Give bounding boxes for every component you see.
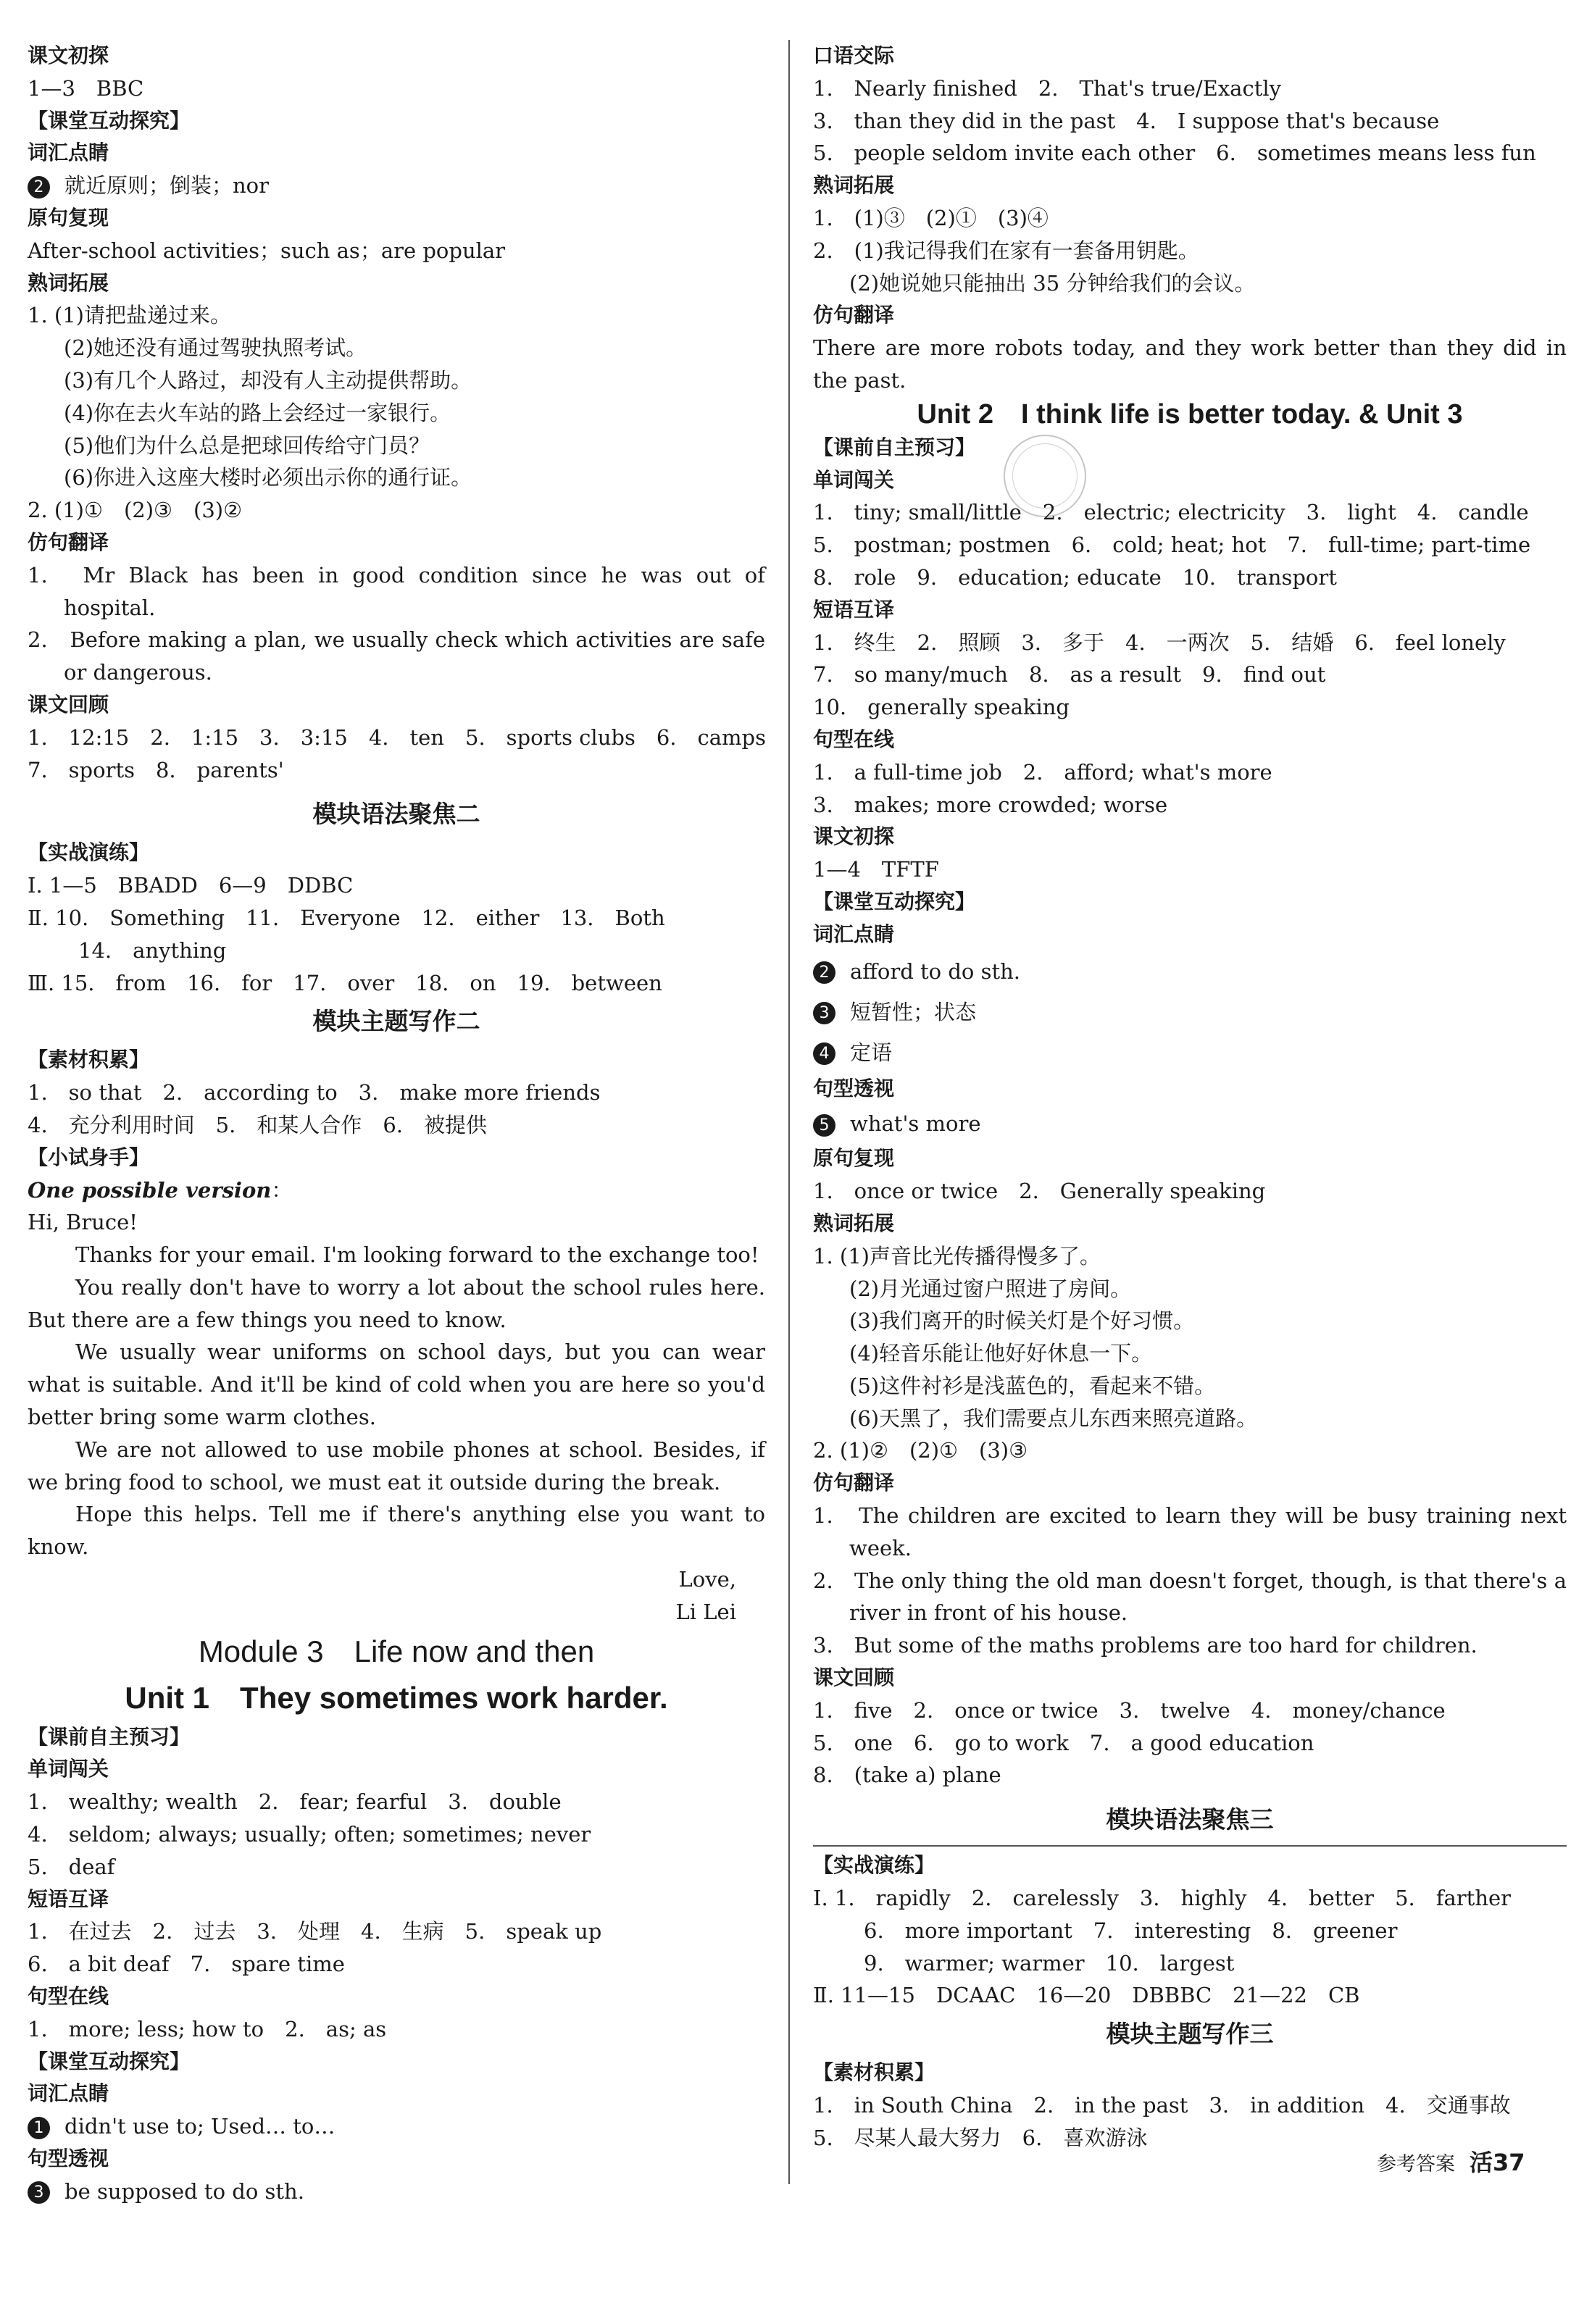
circled-number: 4 xyxy=(813,1042,835,1065)
answer-line: (4)你在去火车站的路上会经过一家银行。 xyxy=(64,400,451,425)
section-heading: 短语互译 xyxy=(813,597,895,622)
section-heading: 单词闯关 xyxy=(813,467,895,492)
answer-line: After-school activities；such as；are popular xyxy=(28,238,506,263)
letter-paragraph: We usually wear uniforms on school days, but you can wear what is suitable. And it'll be kind of cold when you are here so you'd better bring some warm clothes. xyxy=(28,1339,765,1430)
letter-paragraph: You really don't have to worry a lot about the school rules here. But there are a few things you need to know. xyxy=(28,1274,765,1332)
section-heading: 句型在线 xyxy=(28,1984,109,2009)
answer-line: 7. so many/much 8. as a result 9. find out xyxy=(813,662,1326,687)
version-colon: ： xyxy=(271,1177,293,1203)
answer-line: 1—3 BBC xyxy=(28,75,144,101)
section-heading: 【课堂互动探究】 xyxy=(813,889,976,914)
answer-line: 8. (take a) plane xyxy=(813,1763,1001,1788)
circled-number: 3 xyxy=(28,2181,50,2204)
answer-line xyxy=(28,170,765,202)
footer-label: 参考答案 xyxy=(1377,2153,1455,2175)
section-title: 模块语法聚焦三 xyxy=(1106,1805,1274,1834)
answer-line xyxy=(813,951,1567,992)
section-heading: 词汇点睛 xyxy=(28,2081,109,2106)
section-heading: 句型在线 xyxy=(813,727,895,751)
section-heading: 【素材积累】 xyxy=(813,2060,935,2085)
answer-line: 7. sports 8. parents' xyxy=(28,757,284,782)
version-title: One possible version xyxy=(28,1177,272,1203)
answer-line: (2)她还没有通过驾驶执照考试。 xyxy=(64,335,367,361)
answer-line: Ⅱ. 10. Something 11. Everyone 12. either 13. Both xyxy=(28,905,665,930)
answer-line: 5. deaf xyxy=(28,1854,115,1879)
answer-line: 3. But some of the maths problems are too hard for children. xyxy=(813,1633,1478,1658)
section-heading: 【素材积累】 xyxy=(28,1048,150,1072)
answer-line xyxy=(813,992,1567,1032)
section-rule xyxy=(813,1845,1567,1847)
answer-line: (6)天黑了，我们需要点儿东西来照亮道路。 xyxy=(849,1405,1258,1431)
section-heading: 单词闯关 xyxy=(28,1757,109,1781)
column-divider xyxy=(788,40,790,2184)
page-footer xyxy=(1377,2144,1525,2178)
answer-line: 1. five 2. once or twice 3. twelve 4. money/chance xyxy=(813,1697,1446,1723)
answer-line: 1. tiny; small/little 2. electric; electricity 3. light 4. candle xyxy=(813,500,1529,525)
section-heading: 短语互译 xyxy=(28,1886,109,1911)
answer-line: 8. role 9. education; educate 10. transport xyxy=(813,564,1337,590)
section-heading: 原句复现 xyxy=(813,1146,895,1171)
section-heading: 熟词拓展 xyxy=(813,1211,895,1235)
answer-line: (3)有几个人路过，却没有人主动提供帮助。 xyxy=(64,367,472,393)
section-heading: 词汇点睛 xyxy=(28,141,109,165)
section-heading: 原句复现 xyxy=(28,205,109,230)
answer-line: Ⅲ. 15. from 16. for 17. over 18. on 19. between xyxy=(28,970,662,995)
letter-paragraph: We are not allowed to use mobile phones at school. Besides, if we bring food to school, we must eat it outside during the break. xyxy=(28,1437,765,1495)
answer-line: 5. 尽某人最大努力 6. 喜欢游泳 xyxy=(813,2125,1148,2150)
answer-text: 短暂性；状态 xyxy=(850,999,977,1024)
section-heading: 【课堂互动探究】 xyxy=(28,108,191,133)
answer-text: what's more xyxy=(850,1111,981,1137)
section-heading: 熟词拓展 xyxy=(28,270,109,295)
answer-line: (3)我们离开的时候关灯是个好习惯。 xyxy=(849,1308,1195,1334)
answer-line: 4. seldom; always; usually; often; sometimes; never xyxy=(28,1822,591,1847)
answer-line: 1. a full-time job 2. afford; what's more xyxy=(813,759,1272,785)
circled-number: 2 xyxy=(28,176,50,198)
answer-line: (6)你进入这座大楼时必须出示你的通行证。 xyxy=(64,465,472,490)
answer-line: Ⅱ. 11—15 DCAAC 16—20 DBBBC 21—22 CB xyxy=(813,1983,1360,2008)
answer-line: 10. generally speaking xyxy=(813,695,1070,720)
answer-line: (2)她说她只能抽出 35 分钟给我们的会议。 xyxy=(849,270,1256,296)
letter-greeting: Hi, Bruce! xyxy=(28,1210,138,1235)
answer-line: 5. one 6. go to work 7. a good education xyxy=(813,1730,1314,1755)
page-number: 活37 xyxy=(1470,2149,1525,2176)
section-title: 模块主题写作二 xyxy=(312,1007,480,1036)
unit-title: Unit 2 I think life is better today. & Unit 3 xyxy=(917,398,1463,430)
section-heading: 句型透视 xyxy=(28,2147,109,2171)
answer-line: 5. people seldom invite each other 6. sometimes means less fun xyxy=(813,141,1536,166)
answer-line: 2. (1)② (2)① (3)③ xyxy=(813,1438,1028,1463)
unit-title: Unit 1 They sometimes work harder. xyxy=(125,1680,668,1715)
answer-line: 3. makes; more crowded; worse xyxy=(813,792,1168,817)
answer-line: Ⅰ. 1—5 BBADD 6—9 DDBC xyxy=(28,873,354,898)
answer-line: 1. Mr Black has been in good condition since he was out of hospital. xyxy=(28,562,765,620)
answer-line: 1. (1)声音比光传播得慢多了。 xyxy=(813,1243,1101,1268)
section-heading: 【课前自主预习】 xyxy=(813,435,976,459)
section-heading: 仿句翻译 xyxy=(28,530,109,554)
section-heading: 仿句翻译 xyxy=(813,1471,895,1495)
section-title: 模块语法聚焦二 xyxy=(312,800,480,829)
answer-line: 2. (1)我记得我们在家有一套备用钥匙。 xyxy=(813,238,1199,263)
circled-number: 1 xyxy=(28,2117,50,2139)
section-heading: 课文初探 xyxy=(28,43,109,67)
answer-text: didn't use to; Used… to… xyxy=(64,2114,336,2139)
section-heading: 仿句翻译 xyxy=(813,303,895,327)
version-label xyxy=(28,1174,765,1207)
answer-line: (5)这件衬衫是浅蓝色的，看起来不错。 xyxy=(849,1373,1216,1398)
letter-closing: Love, xyxy=(678,1567,736,1592)
letter-paragraph: Hope this helps. Tell me if there's anything else you want to know. xyxy=(28,1502,765,1560)
section-heading: 口语交际 xyxy=(813,43,895,67)
answer-line: (2)月光通过窗户照进了房间。 xyxy=(849,1276,1132,1301)
answer-text: 就近原则；倒装；nor xyxy=(64,173,269,198)
answer-line: 3. than they did in the past 4. I suppose that's because xyxy=(813,108,1440,133)
section-heading: 【小试身手】 xyxy=(28,1145,150,1169)
answer-line: 1. (1)请把盐递过来。 xyxy=(28,303,231,328)
answer-text: 定语 xyxy=(850,1040,893,1065)
section-title: 模块主题写作三 xyxy=(1106,2020,1274,2049)
section-heading: 【课堂互动探究】 xyxy=(28,2049,191,2073)
answer-line xyxy=(28,2110,765,2143)
answer-line: 9. warmer; warmer 10. largest xyxy=(864,1950,1235,1976)
answer-line: 1. 在过去 2. 过去 3. 处理 4. 生病 5. speak up xyxy=(28,1919,602,1944)
answer-text: be supposed to do sth. xyxy=(64,2178,304,2204)
section-heading: 词汇点睛 xyxy=(813,921,895,946)
section-heading: 课文回顾 xyxy=(28,692,109,716)
answer-text: afford to do sth. xyxy=(850,958,1021,984)
answer-line: 2. The only thing the old man doesn't forget, though, is that there's a river in front of his house. xyxy=(813,1568,1567,1626)
answer-line: 1. The children are excited to learn they will be busy training next week. xyxy=(813,1503,1567,1560)
answer-line: 1. in South China 2. in the past 3. in addition 4. 交通事故 xyxy=(813,2093,1511,2118)
circled-number: 3 xyxy=(813,1002,835,1024)
answer-line: 5. postman; postmen 6. cold; heat; hot 7. full-time; part-time xyxy=(813,532,1531,558)
circled-number: 5 xyxy=(813,1114,835,1137)
answer-line: 6. more important 7. interesting 8. greener xyxy=(864,1918,1398,1943)
letter-signature: Li Lei xyxy=(675,1599,736,1624)
answer-line: 1—4 TFTF xyxy=(813,857,939,882)
answer-line: (5)他们为什么总是把球回传给守门员？ xyxy=(64,432,430,458)
answer-line: 1. 12:15 2. 1:15 3. 3:15 4. ten 5. sports clubs 6. camps xyxy=(28,724,766,750)
answer-line: 4. 充分利用时间 5. 和某人合作 6. 被提供 xyxy=(28,1112,488,1137)
circled-number: 2 xyxy=(813,961,835,984)
section-heading: 课文初探 xyxy=(813,824,895,849)
answer-line xyxy=(813,1032,1567,1073)
answer-line: 2. (1)① (2)③ (3)② xyxy=(28,498,243,523)
section-heading: 熟词拓展 xyxy=(813,173,895,198)
section-heading: 课文回顾 xyxy=(813,1665,895,1690)
answer-line: Ⅰ. 1. rapidly 2. carelessly 3. highly 4. better 5. farther xyxy=(813,1886,1512,1911)
section-heading: 【实战演练】 xyxy=(28,840,150,865)
answer-line: 1. (1)③ (2)① (3)④ xyxy=(813,205,1049,230)
answer-line: 1. so that 2. according to 3. make more friends xyxy=(28,1080,601,1105)
answer-line: 6. a bit deaf 7. spare time xyxy=(28,1952,345,1977)
answer-line: 2. Before making a plan, we usually check which activities are safe or dangerous. xyxy=(28,627,765,685)
answer-line: 1. wealthy; wealth 2. fear; fearful 3. double xyxy=(28,1789,562,1815)
section-heading: 【实战演练】 xyxy=(813,1853,935,1878)
answer-line: 14. anything xyxy=(78,937,227,963)
letter-paragraph: Thanks for your email. I'm looking forward to the exchange too! xyxy=(75,1242,759,1268)
answer-line: 1. 终生 2. 照顾 3. 多于 4. 一两次 5. 结婚 6. feel lonely xyxy=(813,630,1506,655)
section-heading: 句型透视 xyxy=(813,1076,895,1100)
section-heading: 【课前自主预习】 xyxy=(28,1724,191,1749)
module-title: Module 3 Life now and then xyxy=(198,1634,595,1668)
answer-line: 1. once or twice 2. Generally speaking xyxy=(813,1179,1266,1204)
answer-line: There are more robots today, and they work better than they did in the past. xyxy=(813,335,1567,393)
right-column xyxy=(813,40,1567,2154)
left-column xyxy=(28,40,765,2208)
answer-line xyxy=(813,1105,1567,1142)
answer-line: (4)轻音乐能让他好好休息一下。 xyxy=(849,1341,1153,1366)
answer-line: 1. Nearly finished 2. That's true/Exactly xyxy=(813,75,1282,101)
answer-line: 1. more; less; how to 2. as; as xyxy=(28,2016,387,2041)
answer-line xyxy=(28,2175,765,2208)
